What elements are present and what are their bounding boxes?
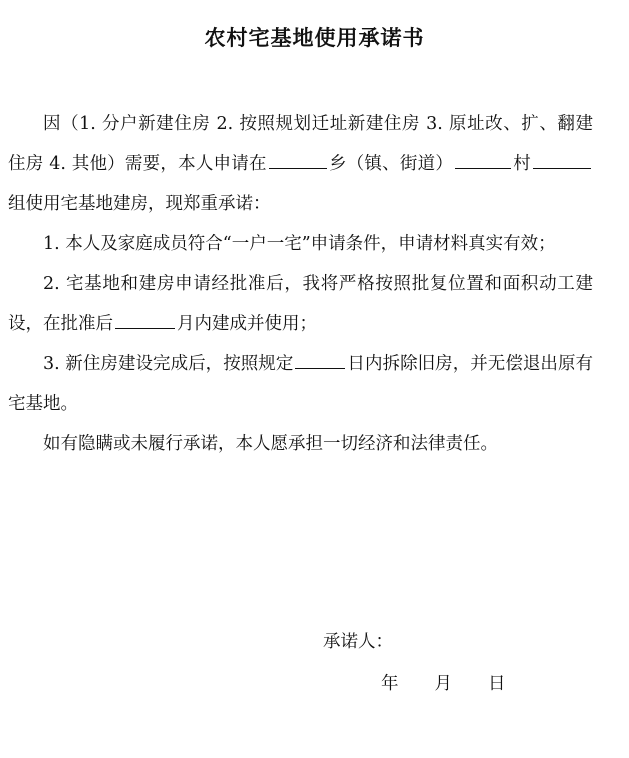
signer-label: 承诺人： xyxy=(323,632,393,652)
commitment-item-3 xyxy=(8,344,593,424)
commitment-item-2 xyxy=(8,264,593,344)
intro-text-4: 组使用宅基地建房，现郑重承诺： xyxy=(8,194,271,214)
commitment-item-1: 1. 本人及家庭成员符合“一户一宅”申请条件，申请材料真实有效； xyxy=(43,234,556,254)
village-blank[interactable] xyxy=(455,150,511,169)
item2-text-2: 月内建成并使用； xyxy=(177,314,317,334)
item2-text-1: 2. 宅基地和建房申请经批准后，我将严格按照批复位置和面积动工建设，在批准后 xyxy=(8,274,593,334)
intro-text-2: 乡（镇、街道） xyxy=(328,154,454,174)
intro-paragraph xyxy=(8,104,593,224)
item3-text-2: 日内拆除旧房，并无偿退出原有宅基地。 xyxy=(8,354,594,414)
intro-text-3: 村 xyxy=(513,154,532,174)
group-blank[interactable] xyxy=(533,150,591,169)
date-year-label: 年 xyxy=(381,674,399,694)
document-body xyxy=(8,104,593,464)
days-blank[interactable] xyxy=(295,350,345,369)
months-blank[interactable] xyxy=(115,310,175,329)
date-day-label: 日 xyxy=(488,674,506,694)
township-blank[interactable] xyxy=(269,150,327,169)
document-title: 农村宅基地使用承诺书 xyxy=(204,26,425,50)
closing-statement: 如有隐瞒或未履行承诺，本人愿承担一切经济和法律责任。 xyxy=(43,434,498,454)
intro-text-1: 因（1. 分户新建住房 2. 按照规划迁址新建住房 3. 原址改、扩、翻建住房 4. 其他）需要，本人申请在 xyxy=(8,114,593,174)
signature-date xyxy=(381,670,506,695)
item3-text-1: 3. 新住房建设完成后，按照规定 xyxy=(43,354,294,374)
date-month-label: 月 xyxy=(434,674,452,694)
